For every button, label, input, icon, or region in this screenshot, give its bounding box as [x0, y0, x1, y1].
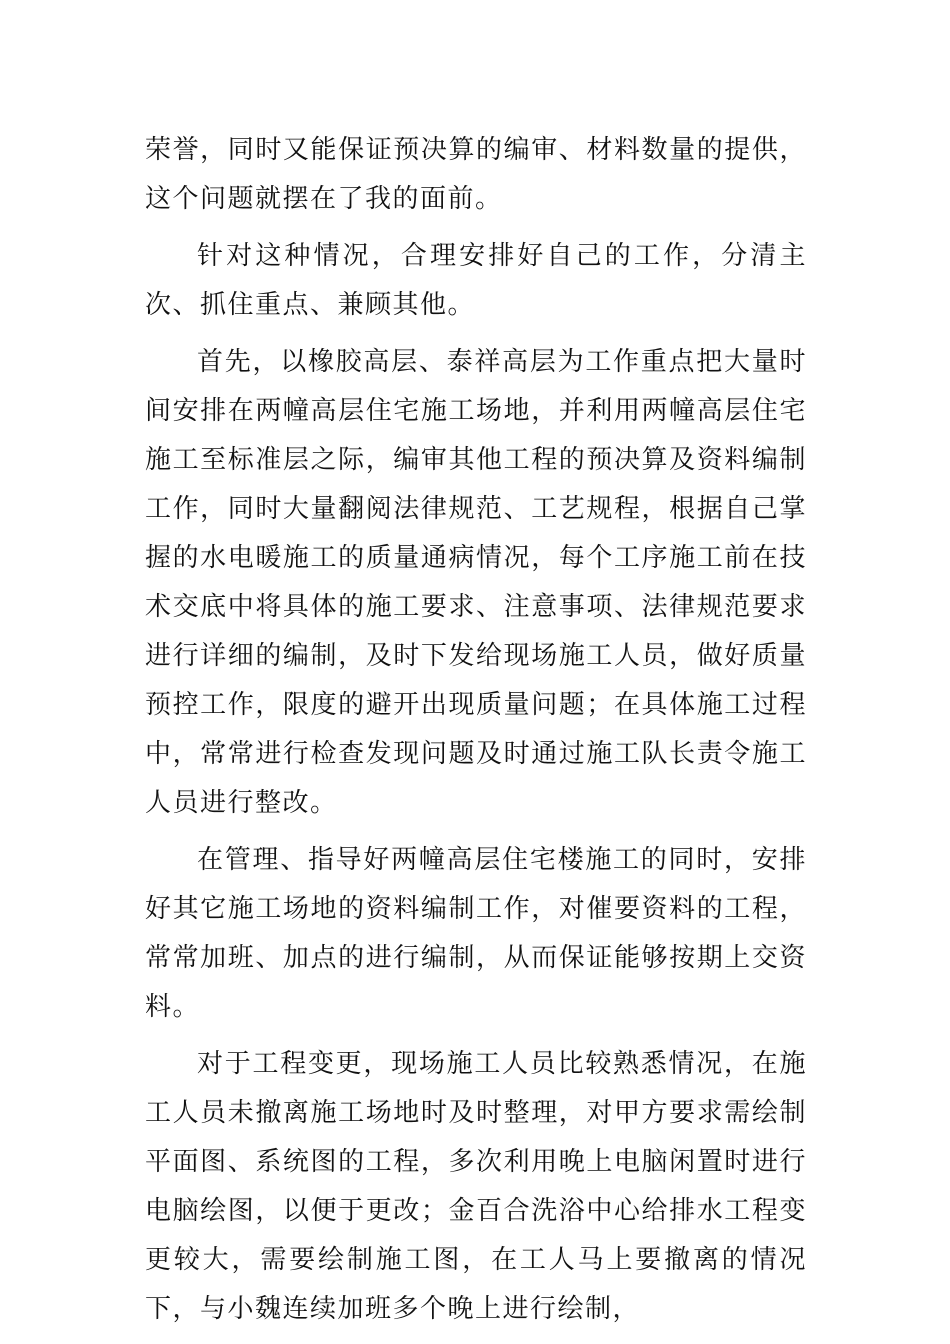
paragraph-3: 首先，以橡胶高层、泰祥高层为工作重点把大量时间安排在两幢高层住宅施工场地，并利用两幢高层住宅施工至标准层之际，编审其他工程的预决算及资料编制工作，同时大量翻阅法律规范、工艺规程，根据自己掌握的水电暖施工的质量通病情况，每个工序施工前在技术交底中将具体的施工要求、注意事项、法律规范要求进行详细的编制，及时下发给现场施工人员，做好质量预控工作，限度的避开出现质量问题；在具体施工过程中，常常进行检查发现问题及时通过施工队长责令施工人员进行整改。	[145, 347, 807, 818]
paragraph-4: 在管理、指导好两幢高层住宅楼施工的同时，安排好其它施工场地的资料编制工作，对催要资料的工程，常常加班、加点的进行编制，从而保证能够按期上交资料。	[145, 845, 807, 1022]
paragraph-2: 针对这种情况，合理安排好自己的工作，分清主次、抓住重点、兼顾其他。	[145, 241, 807, 320]
document-body	[145, 126, 807, 1342]
paragraph-1: 荣誉，同时又能保证预决算的编审、材料数量的提供，这个问题就摆在了我的面前。	[145, 135, 807, 214]
paragraph-5: 对于工程变更，现场施工人员比较熟悉情况，在施工人员未撤离施工场地时及时整理，对甲方要求需绘制平面图、系统图的工程，多次利用晚上电脑闲置时进行电脑绘图，以便于更改；金百合洗浴中心给排水工程变更较大，需要绘制施工图，在工人马上要撤离的情况下，与小魏连续加班多个晚上进行绘制，	[145, 1049, 807, 1324]
